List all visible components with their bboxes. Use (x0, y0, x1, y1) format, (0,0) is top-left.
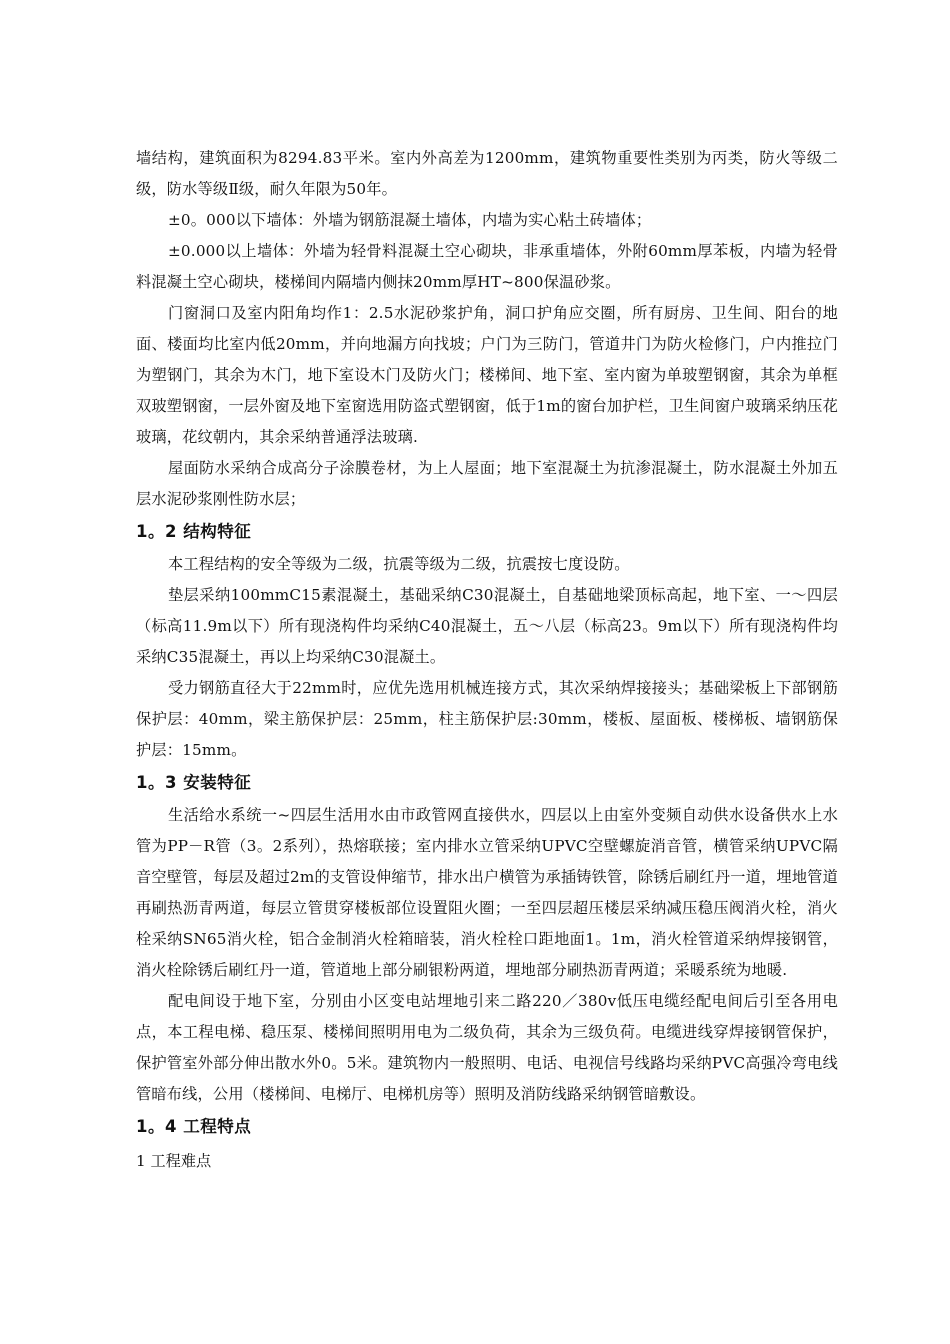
paragraph-electrical: 配电间设于地下室，分别由小区变电站埋地引来二路220／380v低压电缆经配电间后引至各用电点，本工程电梯、稳压泵、楼梯间照明用电为二级负荷，其余为三级负荷。电缆进线穿焊接钢管保护，保护管室外部分伸出散水外0。5米。建筑物内一般照明、电话、电视信号线路均采纳PVC高强冷弯电线管暗布线，公用（楼梯间、电梯厅、电梯机房等）照明及消防线路采纳钢管暗敷设。 (136, 992, 838, 1103)
paragraph-rebar-cover: 受力钢筋直径大于22mm时，应优先选用机械连接方式，其次采纳焊接接头；基础梁板上下部钢筋保护层：40mm，梁主筋保护层：25mm，柱主筋保护层:30mm，楼板、屋面板、楼梯板、墙钢筋保护层：15mm。 (136, 679, 838, 759)
document-body (136, 143, 838, 1178)
section-heading-installation: 1。3 安装特征 (136, 773, 252, 792)
paragraph-walls-below-grade: ±0。000以下墙体：外墙为钢筋混凝土墙体，内墙为实心粘土砖墙体； (168, 211, 652, 229)
paragraph-roof-waterproofing: 屋面防水采纳合成高分子涂膜卷材，为上人屋面；地下室混凝土为抗渗混凝土，防水混凝土外加五层水泥砂浆刚性防水层； (136, 459, 838, 508)
paragraph-plumbing: 生活给水系统一~四层生活用水由市政管网直接供水，四层以上由室外变频自动供水设备供水上水管为PP－R管（3。2系列），热熔联接；室内排水立管采纳UPVC空壁螺旋消音管，横管采纳UPVC隔音空壁管，每层及超过2m的支管设伸缩节，排水出户横管为承插铸铁管，除锈后刷红丹一道，埋地管道再刷热沥青两道，每层立管贯穿楼板部位设置阻火圈；一至四层超压楼层采纳减压稳压阀消火栓，消火栓采纳SN65消火栓，铝合金制消火栓箱暗装，消火栓栓口距地面1。1m，消火栓管道采纳焊接钢管，消火栓除锈后刷红丹一道，管道地上部分刷银粉两道，埋地部分刷热沥青两道；采暖系统为地暖. (136, 806, 838, 979)
section-heading-project-features: 1。4 工程特点 (136, 1117, 252, 1136)
paragraph-concrete-grades: 垫层采纳100mmC15素混凝土，基础采纳C30混凝土，自基础地梁顶标高起，地下室、一～四层（标高11.9m以下）所有现浇构件均采纳C40混凝土，五～八层（标高23。9m以下）所有现浇构件均采纳C35混凝土，再以上均采纳C30混凝土。 (136, 586, 838, 666)
paragraph-doors-windows: 门窗洞口及室内阳角均作1：2.5水泥砂浆护角，洞口护角应交圈，所有厨房、卫生间、阳台的地面、楼面均比室内低20mm，并向地漏方向找坡；户门为三防门，管道井门为防火检修门，户内推拉门为塑钢门，其余为木门，地下室设木门及防火门；楼梯间、地下室、室内窗为单玻塑钢窗，其余为单框双玻塑钢窗，一层外窗及地下室窗选用防盗式塑钢窗，低于1m的窗台加护栏，卫生间窗户玻璃采纳压花玻璃，花纹朝内，其余采纳普通浮法玻璃. (136, 304, 838, 446)
paragraph-walls-above-grade: ±0.000以上墙体：外墙为轻骨料混凝土空心砌块，非承重墙体，外附60mm厚苯板，内墙为轻骨料混凝土空心砌块，楼梯间内隔墙内侧抹20mm厚HT~800保温砂浆。 (136, 242, 838, 291)
section-heading-structure: 1。2 结构特征 (136, 522, 252, 541)
paragraph-safety-grade: 本工程结构的安全等级为二级，抗震等级为二级，抗震按七度设防。 (168, 555, 630, 573)
paragraph-building-overview: 墙结构，建筑面积为8294.83平米。室内外高差为1200mm，建筑物重要性类别为丙类，防火等级二级，防水等级Ⅱ级，耐久年限为50年。 (136, 149, 838, 198)
subheading-project-difficulties: 1 工程难点 (136, 1152, 212, 1170)
